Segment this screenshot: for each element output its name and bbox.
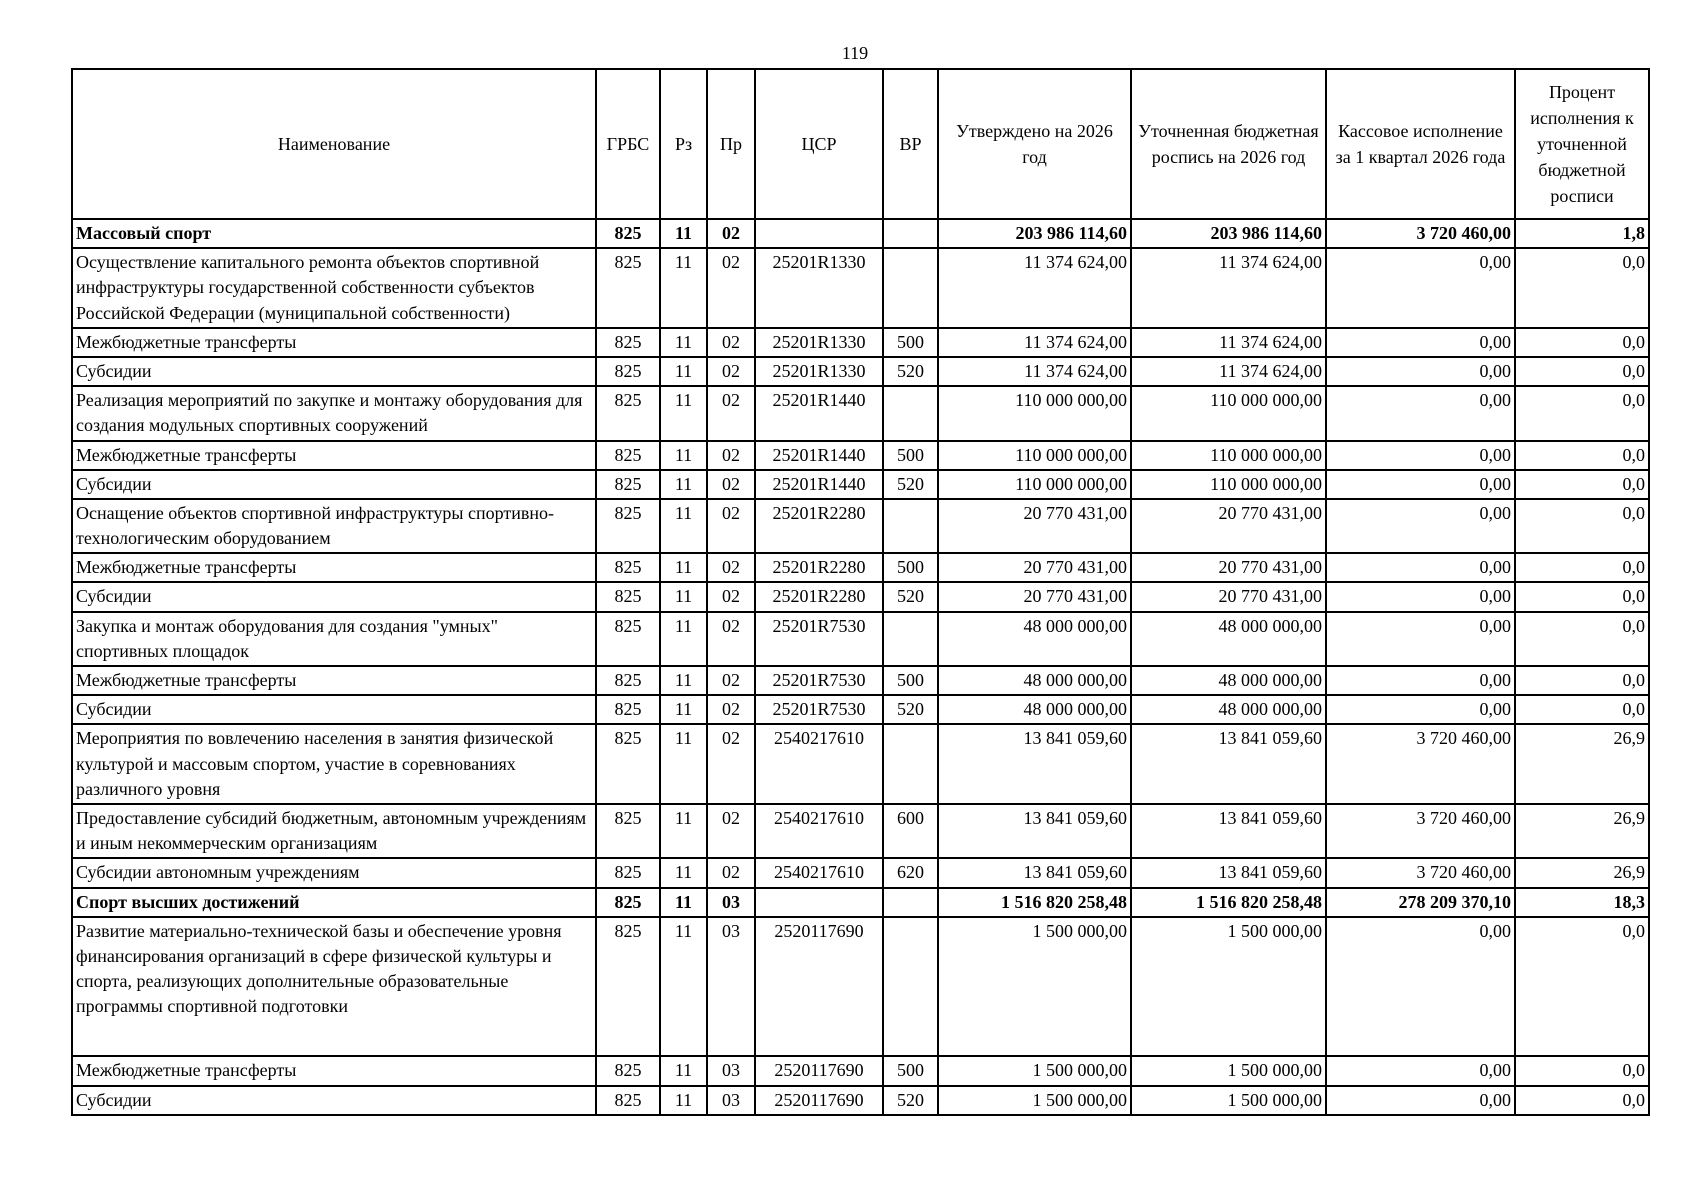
cell-refined: 110 000 000,00 [1131,441,1326,470]
cell-name: Субсидии [72,470,596,499]
cell-approved: 110 000 000,00 [938,386,1131,440]
cell-vr [883,612,938,666]
cell-name: Оснащение объектов спортивной инфраструктуры спортивно-технологическим оборудованием [72,499,596,553]
cell-csr: 25201R1440 [755,470,883,499]
cell-refined: 20 770 431,00 [1131,499,1326,553]
cell-csr: 2520117690 [755,1056,883,1085]
cell-rz: 11 [660,666,707,695]
cell-name: Массовый спорт [72,219,596,248]
cell-grbs: 825 [596,441,660,470]
budget-execution-table [71,68,1650,1116]
cell-percent: 1,8 [1515,219,1649,248]
cell-pr: 02 [707,612,755,666]
cell-refined: 110 000 000,00 [1131,386,1326,440]
cell-csr: 25201R1330 [755,357,883,386]
cell-percent: 0,0 [1515,441,1649,470]
cell-refined: 13 841 059,60 [1131,858,1326,887]
cell-csr: 2540217610 [755,724,883,804]
cell-cash: 0,00 [1326,357,1515,386]
cell-grbs: 825 [596,1086,660,1115]
cell-name: Субсидии [72,582,596,611]
cell-name: Развитие материально-технической базы и обеспечение уровня финансирования организаций в сфере физической культуры и спорта, реализующих дополнительные образовательные программы спортивной подготовки [72,917,596,1057]
table-row [72,695,1649,724]
cell-percent: 0,0 [1515,357,1649,386]
cell-rz: 11 [660,1056,707,1085]
cell-percent: 0,0 [1515,553,1649,582]
cell-pr: 03 [707,888,755,917]
cell-pr: 02 [707,499,755,553]
cell-rz: 11 [660,917,707,1057]
cell-pr: 02 [707,357,755,386]
cell-cash: 3 720 460,00 [1326,724,1515,804]
cell-grbs: 825 [596,666,660,695]
cell-csr: 2520117690 [755,1086,883,1115]
table-row [72,499,1649,553]
table-row [72,724,1649,804]
header-name: Наименование [72,69,596,219]
page-number: 119 [841,43,869,63]
cell-grbs: 825 [596,582,660,611]
cell-approved: 48 000 000,00 [938,666,1131,695]
cell-rz: 11 [660,582,707,611]
cell-rz: 11 [660,612,707,666]
cell-percent: 0,0 [1515,328,1649,357]
header-grbs: ГРБС [596,69,660,219]
cell-name: Межбюджетные трансферты [72,1056,596,1085]
cell-csr [755,219,883,248]
table-row [72,582,1649,611]
cell-approved: 20 770 431,00 [938,582,1131,611]
cell-approved: 11 374 624,00 [938,357,1131,386]
table-header-row [72,69,1649,219]
header-rz: Рз [660,69,707,219]
cell-cash: 0,00 [1326,470,1515,499]
cell-refined: 20 770 431,00 [1131,553,1326,582]
cell-pr: 02 [707,804,755,858]
cell-vr: 620 [883,858,938,887]
cell-grbs: 825 [596,858,660,887]
table-row [72,917,1649,1057]
cell-pr: 02 [707,553,755,582]
cell-approved: 13 841 059,60 [938,804,1131,858]
cell-rz: 11 [660,328,707,357]
cell-pr: 02 [707,666,755,695]
cell-vr: 520 [883,695,938,724]
cell-csr: 25201R2280 [755,499,883,553]
cell-vr [883,386,938,440]
cell-csr: 25201R2280 [755,553,883,582]
cell-cash: 0,00 [1326,666,1515,695]
cell-csr: 2540217610 [755,804,883,858]
cell-name: Межбюджетные трансферты [72,441,596,470]
cell-approved: 1 500 000,00 [938,1086,1131,1115]
cell-name: Субсидии автономным учреждениям [72,858,596,887]
table-row [72,553,1649,582]
cell-cash: 0,00 [1326,1086,1515,1115]
cell-rz: 11 [660,357,707,386]
cell-rz: 11 [660,219,707,248]
cell-rz: 11 [660,553,707,582]
cell-name: Межбюджетные трансферты [72,553,596,582]
cell-approved: 110 000 000,00 [938,441,1131,470]
cell-pr: 02 [707,441,755,470]
cell-rz: 11 [660,470,707,499]
cell-cash: 0,00 [1326,328,1515,357]
table-row [72,248,1649,328]
cell-percent: 0,0 [1515,499,1649,553]
header-cash: Кассовое исполнение за 1 квартал 2026 года [1326,69,1515,219]
cell-cash: 0,00 [1326,553,1515,582]
cell-percent: 18,3 [1515,888,1649,917]
cell-refined: 20 770 431,00 [1131,582,1326,611]
cell-grbs: 825 [596,328,660,357]
cell-vr [883,499,938,553]
cell-rz: 11 [660,804,707,858]
cell-cash: 0,00 [1326,441,1515,470]
header-vr: ВР [883,69,938,219]
cell-name: Субсидии [72,357,596,386]
table-row [72,357,1649,386]
cell-csr: 25201R7530 [755,695,883,724]
cell-refined: 13 841 059,60 [1131,804,1326,858]
cell-percent: 0,0 [1515,695,1649,724]
table-row [72,441,1649,470]
cell-percent: 26,9 [1515,724,1649,804]
header-refined: Уточненная бюджетная роспись на 2026 год [1131,69,1326,219]
cell-cash: 3 720 460,00 [1326,219,1515,248]
cell-csr: 25201R1440 [755,441,883,470]
cell-grbs: 825 [596,553,660,582]
cell-rz: 11 [660,386,707,440]
cell-cash: 0,00 [1326,1056,1515,1085]
cell-vr [883,248,938,328]
cell-vr: 500 [883,553,938,582]
cell-rz: 11 [660,724,707,804]
cell-refined: 11 374 624,00 [1131,357,1326,386]
table-row [72,470,1649,499]
cell-vr [883,888,938,917]
cell-approved: 20 770 431,00 [938,499,1131,553]
cell-csr [755,888,883,917]
header-percent: Процент исполнения к уточненной бюджетной росписи [1515,69,1649,219]
cell-cash: 0,00 [1326,917,1515,1057]
cell-grbs: 825 [596,386,660,440]
cell-percent: 0,0 [1515,386,1649,440]
cell-approved: 1 500 000,00 [938,1056,1131,1085]
cell-csr: 25201R2280 [755,582,883,611]
cell-pr: 02 [707,858,755,887]
cell-rz: 11 [660,888,707,917]
cell-pr: 02 [707,386,755,440]
table-row [72,219,1649,248]
cell-cash: 3 720 460,00 [1326,858,1515,887]
cell-rz: 11 [660,695,707,724]
cell-cash: 0,00 [1326,612,1515,666]
cell-name: Предоставление субсидий бюджетным, автономным учреждениям и иным некоммерческим организациям [72,804,596,858]
header-csr: ЦСР [755,69,883,219]
cell-refined: 11 374 624,00 [1131,328,1326,357]
cell-approved: 20 770 431,00 [938,553,1131,582]
table-row [72,858,1649,887]
cell-refined: 203 986 114,60 [1131,219,1326,248]
cell-percent: 0,0 [1515,1056,1649,1085]
cell-pr: 03 [707,1086,755,1115]
cell-pr: 02 [707,248,755,328]
cell-vr: 500 [883,441,938,470]
cell-vr: 520 [883,582,938,611]
cell-vr [883,724,938,804]
cell-cash: 0,00 [1326,695,1515,724]
cell-grbs: 825 [596,499,660,553]
cell-pr: 02 [707,470,755,499]
cell-percent: 0,0 [1515,1086,1649,1115]
table-row [72,666,1649,695]
cell-grbs: 825 [596,1056,660,1085]
cell-vr [883,917,938,1057]
header-approved: Утверждено на 2026 год [938,69,1131,219]
cell-rz: 11 [660,1086,707,1115]
cell-vr: 520 [883,1086,938,1115]
cell-name: Межбюджетные трансферты [72,666,596,695]
cell-name: Межбюджетные трансферты [72,328,596,357]
cell-vr [883,219,938,248]
cell-refined: 48 000 000,00 [1131,666,1326,695]
cell-approved: 13 841 059,60 [938,724,1131,804]
cell-approved: 110 000 000,00 [938,470,1131,499]
cell-csr: 25201R1440 [755,386,883,440]
cell-name: Осуществление капитального ремонта объектов спортивной инфраструктуры государственной собственности субъектов Российской Федерации (муниципальной собственности) [72,248,596,328]
cell-name: Закупка и монтаж оборудования для создания "умных" спортивных площадок [72,612,596,666]
cell-pr: 02 [707,219,755,248]
cell-name: Субсидии [72,695,596,724]
cell-vr: 500 [883,1056,938,1085]
cell-grbs: 825 [596,695,660,724]
cell-approved: 11 374 624,00 [938,248,1131,328]
cell-cash: 0,00 [1326,582,1515,611]
cell-grbs: 825 [596,804,660,858]
header-pr: Пр [707,69,755,219]
cell-percent: 26,9 [1515,858,1649,887]
cell-grbs: 825 [596,724,660,804]
cell-rz: 11 [660,858,707,887]
cell-vr: 500 [883,666,938,695]
cell-rz: 11 [660,499,707,553]
cell-percent: 0,0 [1515,666,1649,695]
cell-grbs: 825 [596,219,660,248]
cell-cash: 0,00 [1326,248,1515,328]
table-row [72,888,1649,917]
cell-percent: 0,0 [1515,612,1649,666]
cell-name: Мероприятия по вовлечению населения в занятия физической культурой и массовым спортом, участие в соревнованиях различного уровня [72,724,596,804]
cell-grbs: 825 [596,888,660,917]
cell-approved: 48 000 000,00 [938,695,1131,724]
cell-pr: 02 [707,328,755,357]
cell-approved: 11 374 624,00 [938,328,1131,357]
cell-percent: 0,0 [1515,470,1649,499]
cell-percent: 0,0 [1515,582,1649,611]
cell-approved: 1 500 000,00 [938,917,1131,1057]
cell-grbs: 825 [596,248,660,328]
cell-cash: 3 720 460,00 [1326,804,1515,858]
cell-approved: 13 841 059,60 [938,858,1131,887]
table-row [72,386,1649,440]
cell-rz: 11 [660,248,707,328]
cell-csr: 25201R7530 [755,612,883,666]
cell-refined: 1 516 820 258,48 [1131,888,1326,917]
cell-grbs: 825 [596,917,660,1057]
table-row [72,328,1649,357]
cell-vr: 520 [883,470,938,499]
cell-refined: 1 500 000,00 [1131,1056,1326,1085]
cell-csr: 2520117690 [755,917,883,1057]
cell-cash: 0,00 [1326,386,1515,440]
cell-cash: 0,00 [1326,499,1515,553]
cell-refined: 13 841 059,60 [1131,724,1326,804]
table-row [72,1056,1649,1085]
table-row [72,612,1649,666]
cell-pr: 03 [707,1056,755,1085]
cell-csr: 2540217610 [755,858,883,887]
table-row [72,804,1649,858]
cell-refined: 1 500 000,00 [1131,917,1326,1057]
cell-rz: 11 [660,441,707,470]
table-body [72,219,1649,1115]
cell-approved: 48 000 000,00 [938,612,1131,666]
cell-pr: 02 [707,582,755,611]
cell-percent: 0,0 [1515,248,1649,328]
cell-refined: 48 000 000,00 [1131,695,1326,724]
cell-percent: 0,0 [1515,917,1649,1057]
cell-vr: 500 [883,328,938,357]
cell-grbs: 825 [596,612,660,666]
cell-vr: 600 [883,804,938,858]
cell-name: Спорт высших достижений [72,888,596,917]
cell-percent: 26,9 [1515,804,1649,858]
cell-name: Реализация мероприятий по закупке и монтажу оборудования для создания модульных спортивных сооружений [72,386,596,440]
cell-approved: 203 986 114,60 [938,219,1131,248]
cell-pr: 03 [707,917,755,1057]
cell-grbs: 825 [596,357,660,386]
cell-csr: 25201R7530 [755,666,883,695]
cell-name: Субсидии [72,1086,596,1115]
cell-approved: 1 516 820 258,48 [938,888,1131,917]
cell-cash: 278 209 370,10 [1326,888,1515,917]
cell-refined: 11 374 624,00 [1131,248,1326,328]
cell-vr: 520 [883,357,938,386]
cell-pr: 02 [707,724,755,804]
cell-refined: 1 500 000,00 [1131,1086,1326,1115]
cell-refined: 48 000 000,00 [1131,612,1326,666]
cell-csr: 25201R1330 [755,328,883,357]
cell-pr: 02 [707,695,755,724]
cell-refined: 110 000 000,00 [1131,470,1326,499]
cell-grbs: 825 [596,470,660,499]
cell-csr: 25201R1330 [755,248,883,328]
table-row [72,1086,1649,1115]
